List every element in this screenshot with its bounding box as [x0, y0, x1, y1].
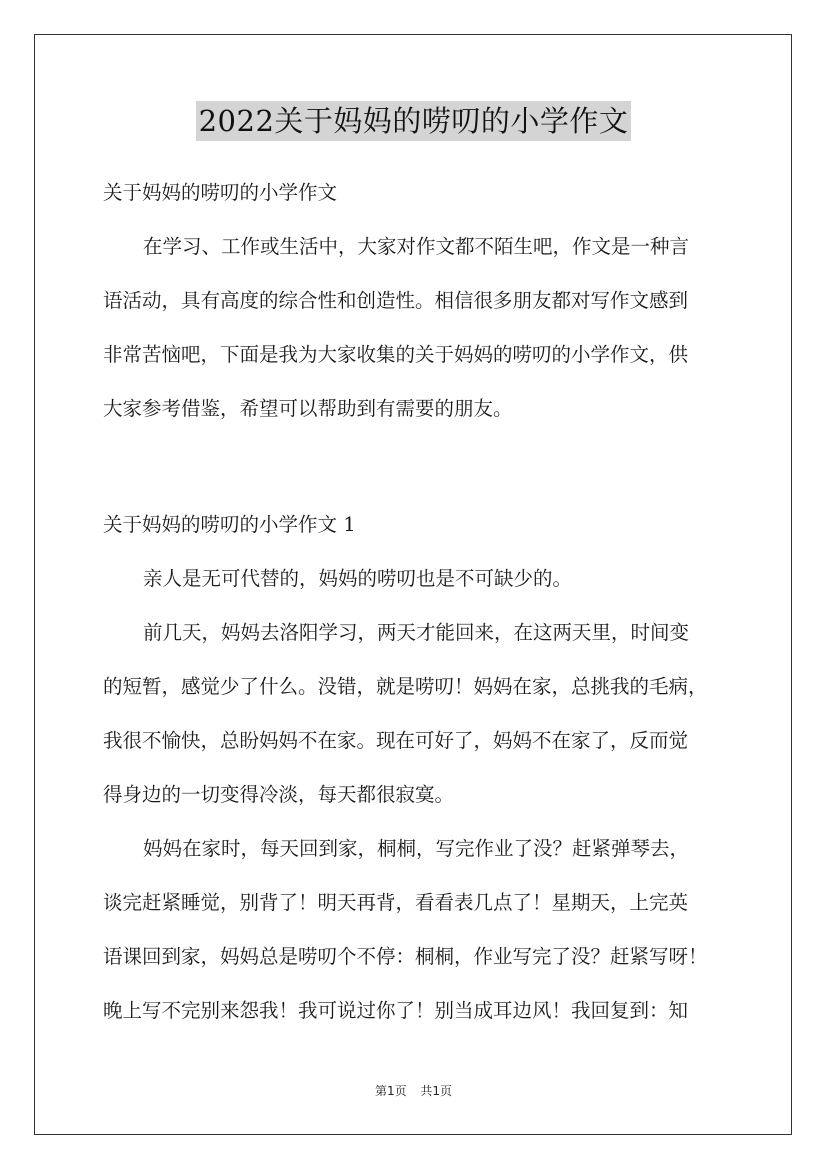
paragraph-line: 语课回到家，妈妈总是唠叨个不停：桐桐，作业写完了没？赶紧写呀！ [103, 945, 708, 968]
paragraph-line: 我很不愉快，总盼妈妈不在家。现在可好了，妈妈不在家了，反而觉 [103, 729, 689, 752]
document-body [103, 175, 743, 1047]
section-heading: 关于妈妈的唠叨的小学作文 1 [103, 513, 356, 536]
paragraph-line: 的短暂，感觉少了什么。没错，就是唠叨！妈妈在家，总挑我的毛病， [103, 675, 708, 698]
intro-line: 非常苦恼吧，下面是我为大家收集的关于妈妈的唠叨的小学作文，供 [103, 343, 689, 366]
paragraph-line: 亲人是无可代替的，妈妈的唠叨也是不可缺少的。 [143, 567, 573, 590]
paragraph-line: 得身边的一切变得冷淡，每天都很寂寞。 [103, 783, 455, 806]
page-total: 共1页 [420, 1084, 453, 1098]
paragraph-line: 前几天，妈妈去洛阳学习，两天才能回来，在这两天里，时间变 [143, 621, 690, 644]
page-footer [0, 1082, 827, 1099]
paragraph-line: 晚上写不完别来怨我！我可说过你了！别当成耳边风！我回复到：知 [103, 999, 689, 1022]
title-container [0, 101, 827, 141]
paragraph-line: 妈妈在家时，每天回到家，桐桐，写完作业了没？赶紧弹琴去， [143, 837, 690, 860]
paragraph-line: 谈完赶紧睡觉，别背了！明天再背，看看表几点了！星期天，上完英 [103, 891, 689, 914]
section-spacer [103, 445, 743, 507]
intro-line: 语活动，具有高度的综合性和创造性。相信很多朋友都对写作文感到 [103, 289, 689, 312]
page-number: 第1页 [374, 1084, 407, 1098]
document-title: 2022关于妈妈的唠叨的小学作文 [196, 101, 632, 141]
intro-line: 在学习、工作或生活中，大家对作文都不陌生吧，作文是一种言 [143, 235, 690, 258]
essay-heading: 关于妈妈的唠叨的小学作文 [103, 181, 338, 204]
intro-line: 大家参考借鉴，希望可以帮助到有需要的朋友。 [103, 397, 513, 420]
